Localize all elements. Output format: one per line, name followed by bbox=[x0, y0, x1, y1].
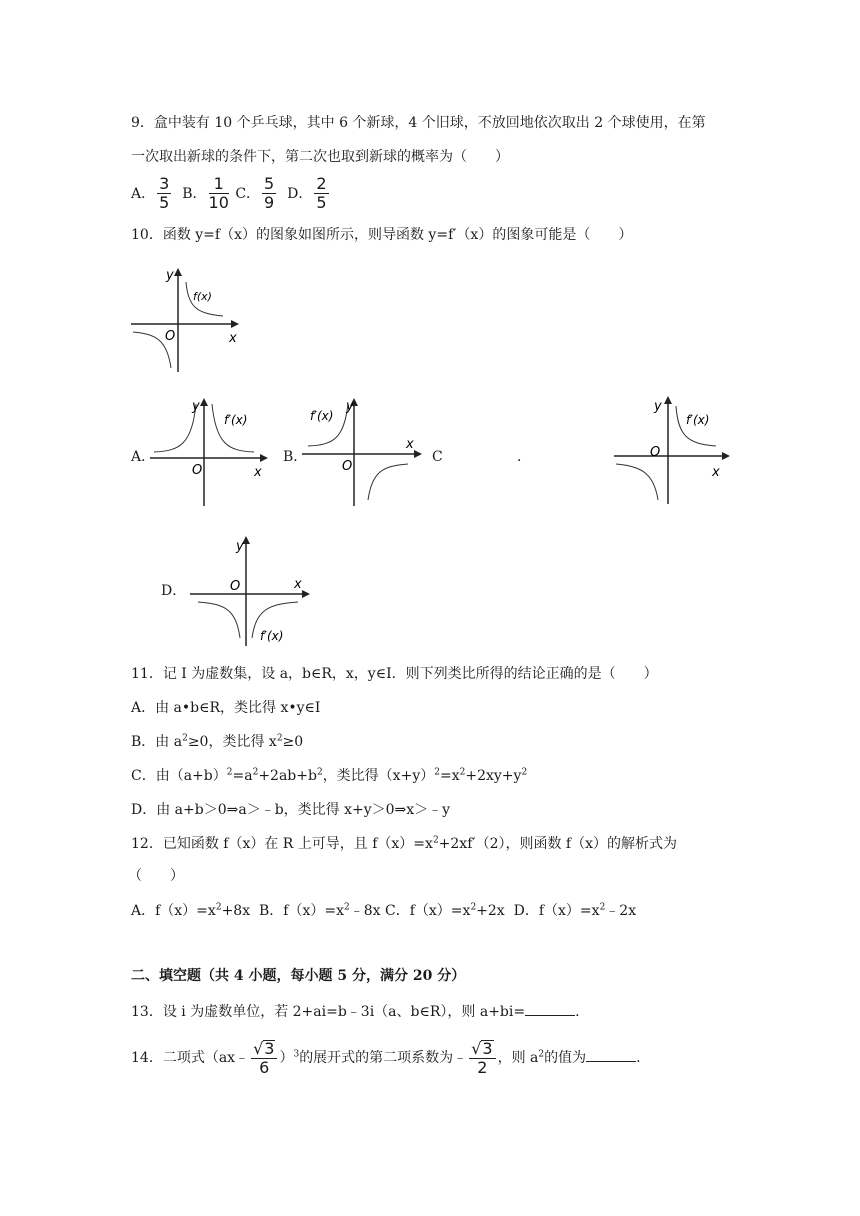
q12-option-d: D．$f(x)=x^2﹣2x$ bbox=[513, 902, 637, 919]
q11-stem: 11．记 I 为虚数集，设 a，b∈R，x，y∈I．则下列类比所得的结论正确的是（ ） bbox=[131, 666, 658, 682]
q9-option-c: C． $\frac{5}{9}$ bbox=[235, 174, 275, 212]
section-heading: 二、填空题（共 4 小题，每小题 5 分，满分 20 分） bbox=[131, 968, 466, 984]
q10-option-d-label: D． bbox=[161, 583, 187, 599]
svg-text:f′(x): f′(x) bbox=[224, 413, 248, 427]
q10-option-a-graph bbox=[150, 396, 270, 508]
q9-stem-line1: 9．盒中装有 10 个乒乓球，其中 6 个新球，4 个旧球，不放回地依次取出 2 个球使用，在第 bbox=[131, 115, 706, 131]
svg-text:O: O bbox=[342, 459, 353, 474]
q9-option-b: B． $\frac{1}{10}$ bbox=[182, 174, 229, 212]
q13: 13．设 i 为虚数单位，若 2+ai=b﹣3i（a、b∈R），则 a+bi= . bbox=[131, 1001, 580, 1022]
svg-text:x: x bbox=[712, 465, 720, 480]
svg-text:y: y bbox=[346, 399, 354, 414]
q10-option-c-graph bbox=[612, 394, 732, 506]
svg-text:f′(x): f′(x) bbox=[260, 629, 284, 643]
svg-text:O: O bbox=[230, 579, 241, 594]
q10-option-b-graph bbox=[302, 396, 424, 508]
svg-text:y: y bbox=[192, 399, 200, 414]
svg-text:x: x bbox=[406, 437, 414, 452]
q11-option-b: B．由 $a^2\ge 0$，类比得 $x^2\ge 0$ bbox=[131, 733, 304, 750]
svg-text:x: x bbox=[254, 465, 262, 480]
q10-stem: 10．函数 y=f（x）的图象如图所示，则导函数 y=f′（x）的图象可能是（ ） bbox=[131, 227, 633, 243]
q9-option-a: A． $\frac{3}{5}$ bbox=[131, 174, 170, 212]
q9-options bbox=[131, 176, 331, 211]
q11-option-c: C．由$(a+b)^2=a^2+2ab+b^2$，类比得$(x+y)^2=x^2+2xy+y^2$ bbox=[131, 767, 528, 784]
svg-text:f′(x): f′(x) bbox=[310, 409, 334, 423]
svg-text:y: y bbox=[236, 539, 244, 554]
q9-option-d: D． $\frac{2}{5}$ bbox=[287, 174, 327, 212]
svg-text:x: x bbox=[294, 577, 302, 592]
svg-text:y: y bbox=[654, 399, 662, 414]
q11-option-a: A．由 a•b∈R，类比得 x•y∈I bbox=[131, 700, 321, 716]
svg-text:f(x): f(x) bbox=[193, 290, 212, 303]
q10-option-a-label: A． bbox=[131, 449, 156, 465]
q12-option-b: B．$f(x)=x^2﹣8x$ bbox=[259, 902, 381, 919]
q11-option-d: D．由 a+b＞0⇒a＞﹣b，类比得 x+y＞0⇒x＞﹣y bbox=[131, 802, 451, 818]
svg-text:O: O bbox=[165, 329, 176, 344]
q12-options bbox=[131, 901, 636, 921]
svg-text:x: x bbox=[229, 331, 237, 346]
q10-option-d-graph bbox=[190, 534, 314, 648]
svg-text:O: O bbox=[192, 463, 203, 478]
q12-option-c: C．$f(x)=x^2+2x$ bbox=[385, 902, 505, 919]
q9-stem-line2: 一次取出新球的条件下，第二次也取到新球的概率为（ ） bbox=[131, 149, 509, 165]
q10-option-c-label: C bbox=[432, 449, 443, 465]
q14-answer-blank bbox=[586, 1047, 636, 1062]
svg-text:O: O bbox=[650, 445, 661, 460]
svg-text:f′(x): f′(x) bbox=[686, 413, 710, 427]
q10-dot: ． bbox=[517, 449, 531, 465]
svg-text:y: y bbox=[166, 268, 174, 283]
q10-option-b-label: B． bbox=[283, 449, 308, 465]
q12-option-a: A．$f(x)=x^2+8x$ bbox=[131, 902, 251, 919]
q14: 14．二项式（ax﹣ $\frac{√3}{6}$ ）$^3$的展开式的第二项系数为﹣ $\frac{√3}{2}$ ，则 $a^2$的值为 . bbox=[131, 1039, 641, 1077]
q13-answer-blank bbox=[525, 1001, 575, 1016]
q12-paren: （ ） bbox=[128, 868, 184, 884]
q10-main-graph bbox=[131, 262, 243, 376]
q12-stem: 12．已知函数 f（x）在 R 上可导，且 $f(x)=x^2+2xf'(2)$，则函数 f（x）的解析式为 bbox=[131, 835, 677, 852]
